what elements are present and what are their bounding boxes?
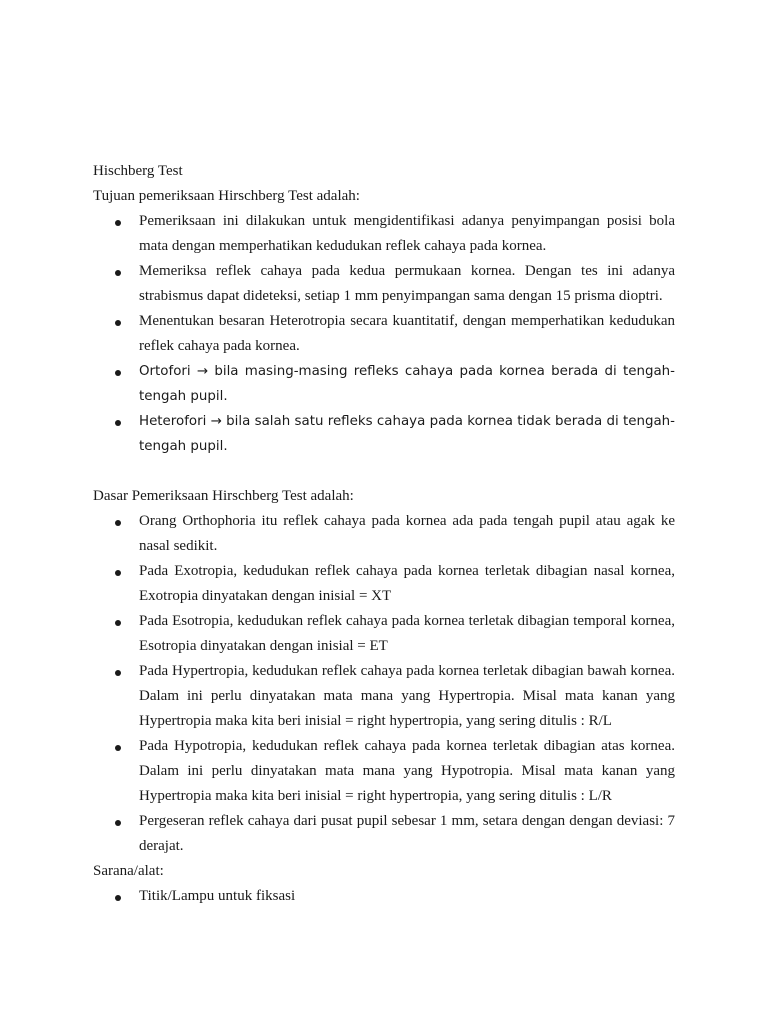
list-item: Memeriksa reflek cahaya pada kedua permukaan kornea. Dengan tes ini adanya strabismus dapat dideteksi, setiap 1 mm penyimpangan sama dengan 15 prisma dioptri. bbox=[93, 259, 675, 309]
tujuan-list bbox=[93, 209, 675, 459]
list-item: Pemeriksaan ini dilakukan untuk mengidentifikasi adanya penyimpangan posisi bola mata dengan memperhatikan kedudukan reflek cahaya pada kornea. bbox=[93, 209, 675, 259]
list-item: Pada Hypertropia, kedudukan reflek cahaya pada kornea terletak dibagian bawah kornea. Dalam ini perlu dinyatakan mata mana yang Hypertropia. Misal mata kanan yang Hypertropia maka kita beri inisial = right hypertropia, yang sering ditulis : R/L bbox=[93, 659, 675, 734]
list-item: Pada Exotropia, kedudukan reflek cahaya pada kornea terletak dibagian nasal kornea, Exotropia dinyatakan dengan inisial = XT bbox=[93, 559, 675, 609]
paragraph-gap bbox=[93, 459, 675, 484]
document-body bbox=[93, 159, 675, 909]
section-title-tujuan: Tujuan pemeriksaan Hirschberg Test adalah: bbox=[93, 188, 360, 204]
bullet-icon bbox=[115, 420, 121, 426]
bullet-icon bbox=[115, 370, 121, 376]
bullet-icon bbox=[115, 820, 121, 826]
bullet-icon bbox=[115, 620, 121, 626]
sarana-list bbox=[93, 884, 675, 909]
bullet-icon bbox=[115, 220, 121, 226]
dasar-list bbox=[93, 509, 675, 859]
list-item: Pergeseran reflek cahaya dari pusat pupil sebesar 1 mm, setara dengan dengan deviasi: 7 derajat. bbox=[93, 809, 675, 859]
list-item: Heterofori → bila salah satu refleks cahaya pada kornea tidak berada di tengah-tengah pupil. bbox=[93, 409, 675, 459]
list-item: Titik/Lampu untuk fiksasi bbox=[93, 884, 675, 909]
bullet-icon bbox=[115, 670, 121, 676]
bullet-icon bbox=[115, 520, 121, 526]
page-title: Hischberg Test bbox=[93, 163, 183, 179]
bullet-icon bbox=[115, 745, 121, 751]
list-item: Ortofori → bila masing-masing refleks cahaya pada kornea berada di tengah-tengah pupil. bbox=[93, 359, 675, 409]
list-item: Pada Esotropia, kedudukan reflek cahaya pada kornea terletak dibagian temporal kornea, Esotropia dinyatakan dengan inisial = ET bbox=[93, 609, 675, 659]
bullet-icon bbox=[115, 570, 121, 576]
bullet-icon bbox=[115, 270, 121, 276]
list-item: Pada Hypotropia, kedudukan reflek cahaya pada kornea terletak dibagian atas kornea. Dalam ini perlu dinyatakan mata mana yang Hypotropia. Misal mata kanan yang Hypertropia maka kita beri inisial = right hypertropia, yang sering ditulis : L/R bbox=[93, 734, 675, 809]
list-item: Orang Orthophoria itu reflek cahaya pada kornea ada pada tengah pupil atau agak ke nasal sedikit. bbox=[93, 509, 675, 559]
section-title-dasar: Dasar Pemeriksaan Hirschberg Test adalah: bbox=[93, 488, 354, 504]
bullet-icon bbox=[115, 895, 121, 901]
list-item: Menentukan besaran Heterotropia secara kuantitatif, dengan memperhatikan kedudukan reflek cahaya pada kornea. bbox=[93, 309, 675, 359]
section-title-sarana: Sarana/alat: bbox=[93, 863, 164, 879]
bullet-icon bbox=[115, 320, 121, 326]
